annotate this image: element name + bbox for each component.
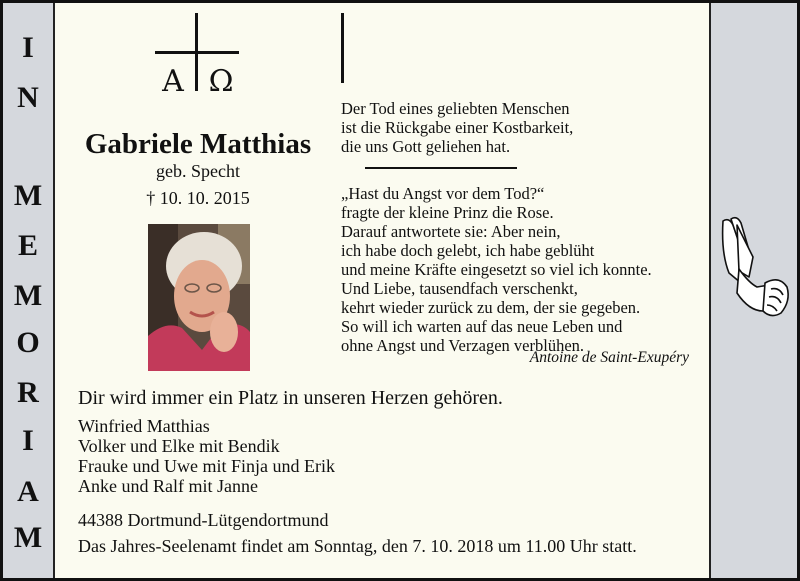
quote-line: „Hast du Angst vor dem Tod?“ <box>341 184 545 203</box>
side-letter: N <box>17 81 39 114</box>
mourner-name: Anke und Ralf mit Janne <box>78 476 258 496</box>
quote-little-prince <box>341 184 701 355</box>
quote-line: kehrt wieder zurück zu dem, der sie gegeben. <box>341 298 641 317</box>
omega-symbol: Ω <box>208 64 234 99</box>
side-letter: M <box>13 521 43 554</box>
birth-name: geb. Specht <box>156 161 240 181</box>
mourner-name: Frauke und Uwe mit Finja und Erik <box>78 456 335 476</box>
address: 44388 Dortmund-Lütgendortmund <box>78 510 329 530</box>
quote-line: fragte der kleine Prinz die Rose. <box>341 203 554 222</box>
side-letter: I <box>22 424 34 457</box>
death-date: † 10. 10. 2015 <box>146 188 250 208</box>
horizontal-divider <box>365 167 517 169</box>
praying-hands-icon <box>715 213 795 323</box>
quote-line: So will ich warten auf das neue Leben und <box>341 317 623 336</box>
quote-line: Der Tod eines geliebten Menschen <box>341 99 570 118</box>
quote-opening <box>341 99 701 156</box>
portrait-photo <box>148 224 250 371</box>
side-letter: M <box>13 279 43 312</box>
quote-line: ich habe doch gelebt, ich habe geblüht <box>341 241 595 260</box>
side-letter: E <box>17 229 38 262</box>
quote-line: ohne Angst und Verzagen verblühen. <box>341 336 585 355</box>
side-letter: R <box>17 376 39 409</box>
side-letter: I <box>22 31 34 64</box>
alpha-symbol: A <box>162 64 184 99</box>
side-letter: O <box>16 326 40 359</box>
tribute-line: Dir wird immer ein Platz in unseren Herzen gehören. <box>78 387 503 409</box>
deceased-name: Gabriele Matthias <box>84 128 312 160</box>
mass-notice: Das Jahres-Seelenamt findet am Sonntag, den 7. 10. 2018 um 11.00 Uhr statt. <box>78 536 637 556</box>
quote-line: und meine Kräfte eingesetzt so viel ich konnte. <box>341 260 652 279</box>
cross-icon <box>151 13 243 101</box>
quote-line: ist die Rückgabe einer Kostbarkeit, <box>341 118 574 137</box>
quote-author: Antoine de Saint-Exupéry <box>529 349 689 366</box>
side-letter: A <box>17 475 39 508</box>
quote-line: Und Liebe, tausendfach verschenkt, <box>341 279 578 298</box>
quote-line: die uns Gott geliehen hat. <box>341 137 511 156</box>
vertical-divider <box>341 13 344 83</box>
mourner-name: Winfried Matthias <box>78 416 210 436</box>
side-banner-in-memoriam <box>3 3 55 578</box>
side-letter: M <box>13 179 43 212</box>
quote-line: Darauf antwortete sie: Aber nein, <box>341 222 561 241</box>
mourner-name: Volker und Elke mit Bendik <box>78 436 280 456</box>
